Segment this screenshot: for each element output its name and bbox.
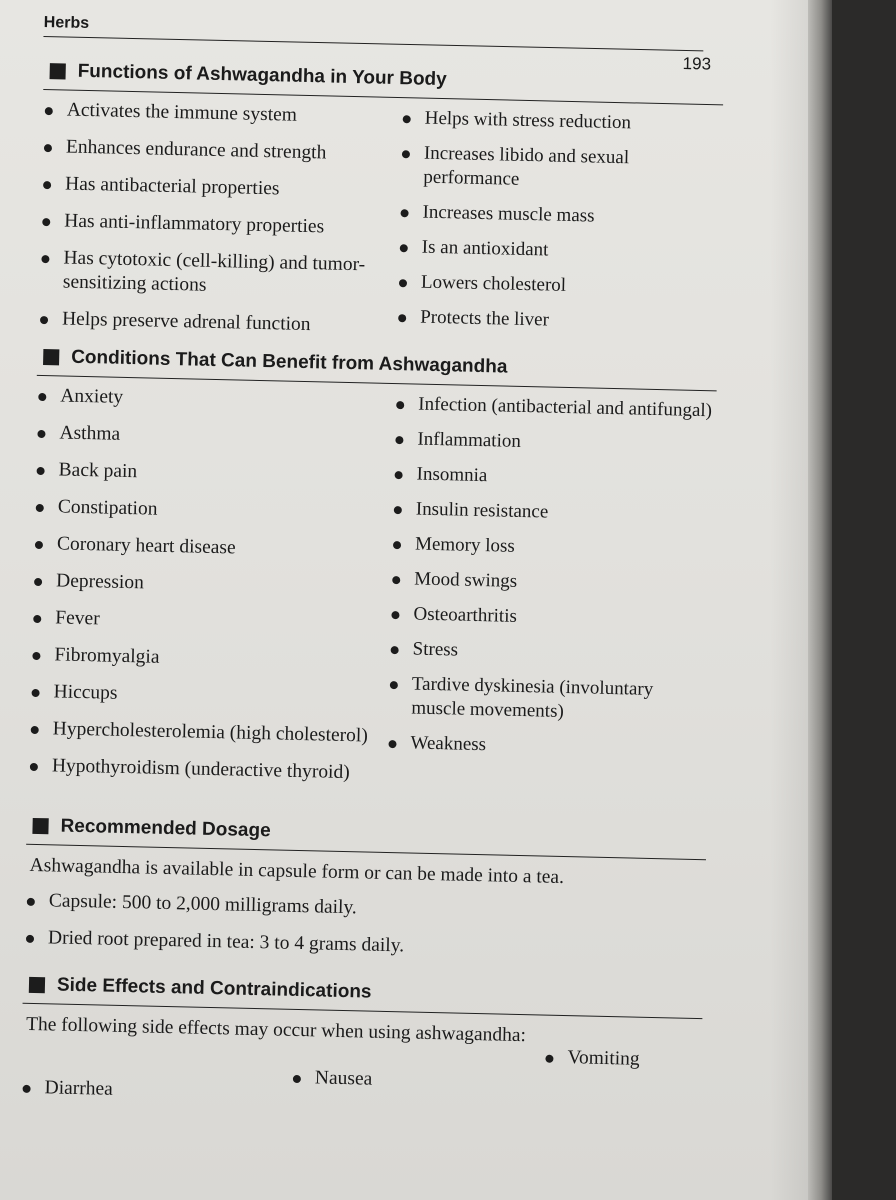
list-item: Nausea xyxy=(290,1066,543,1112)
list-item: Lowers cholesterol xyxy=(397,270,719,301)
functions-list-right xyxy=(395,106,722,359)
heading-square-icon xyxy=(29,977,45,993)
list-item: Constipation xyxy=(34,495,392,527)
heading-text: Recommended Dosage xyxy=(60,815,271,842)
list-item: Fever xyxy=(31,606,389,638)
list-item: Capsule: 500 to 2,000 milligrams daily. xyxy=(25,889,705,928)
list-item: Diarrhea xyxy=(20,1076,290,1106)
conditions-list-left xyxy=(27,384,394,799)
side-effects-list xyxy=(20,1048,701,1115)
list-item: Anxiety xyxy=(36,384,394,416)
list-item: Fibromyalgia xyxy=(30,643,388,675)
side-effects-intro: The following side effects may occur when using ashwagandha: xyxy=(25,1013,527,1047)
list-item: Insulin resistance xyxy=(392,497,714,528)
section-heading-side-effects xyxy=(23,972,704,1019)
list-item: Protects the liver xyxy=(396,305,718,336)
list-item: Inflammation xyxy=(393,427,715,458)
list-item: Memory loss xyxy=(391,532,713,563)
list-item: Hypercholesterolemia (high cholesterol) xyxy=(29,717,387,749)
list-item: Increases muscle mass xyxy=(398,200,720,231)
list-item: Back pain xyxy=(34,458,392,490)
list-item: Hiccups xyxy=(29,680,387,712)
functions-list-left xyxy=(38,98,401,352)
list-item: Asthma xyxy=(35,421,393,453)
list-item: Weakness xyxy=(386,731,708,762)
dosage-list xyxy=(24,889,705,965)
list-item: Depression xyxy=(32,569,390,601)
list-item: Has anti-inflammatory properties xyxy=(40,209,398,241)
functions-columns xyxy=(38,98,723,359)
list-item: Stress xyxy=(388,637,710,668)
page-number: 193 xyxy=(682,53,712,74)
list-item: Helps preserve adrenal function xyxy=(38,307,396,339)
heading-text: Functions of Ashwagandha in Your Body xyxy=(77,60,447,91)
list-item: Infection (antibacterial and antifungal) xyxy=(394,392,716,423)
list-item: Activates the immune system xyxy=(43,98,401,130)
list-item: Enhances endurance and strength xyxy=(42,135,400,167)
heading-square-icon xyxy=(50,63,66,79)
list-item: Helps with stress reduction xyxy=(400,106,722,137)
heading-text: Conditions That Can Benefit from Ashwagandha xyxy=(70,346,508,378)
list-item: Osteoarthritis xyxy=(389,602,711,633)
page-edge xyxy=(808,0,832,1200)
conditions-list-right xyxy=(385,392,716,806)
page-shadow xyxy=(770,0,808,1200)
header-rule xyxy=(43,36,703,51)
list-item: Coronary heart disease xyxy=(33,532,391,564)
list-item: Is an antioxidant xyxy=(398,235,720,266)
list-item: Mood swings xyxy=(390,567,712,598)
dosage-intro: Ashwagandha is available in capsule form or can be made into a tea. xyxy=(29,854,565,889)
heading-square-icon xyxy=(32,818,48,834)
section-heading-dosage xyxy=(26,813,707,860)
list-item: Increases libido and sexual performance xyxy=(399,141,722,196)
list-item: Hypothyroidism (underactive thyroid) xyxy=(28,754,386,786)
list-item: Tardive dyskinesia (involuntary muscle movements) xyxy=(387,672,710,727)
list-item: Has antibacterial properties xyxy=(41,172,399,204)
page-content xyxy=(20,58,723,1115)
list-item: Dried root prepared in tea: 3 to 4 grams daily. xyxy=(24,926,704,965)
list-item: Vomiting xyxy=(542,1046,640,1114)
list-item: Insomnia xyxy=(392,462,714,493)
conditions-columns xyxy=(27,384,716,806)
heading-text: Side Effects and Contraindications xyxy=(56,974,372,1003)
heading-square-icon xyxy=(43,349,59,365)
list-item: Has cytotoxic (cell-killing) and tumor-sensitizing actions xyxy=(39,246,398,302)
running-head: Herbs xyxy=(43,13,90,32)
